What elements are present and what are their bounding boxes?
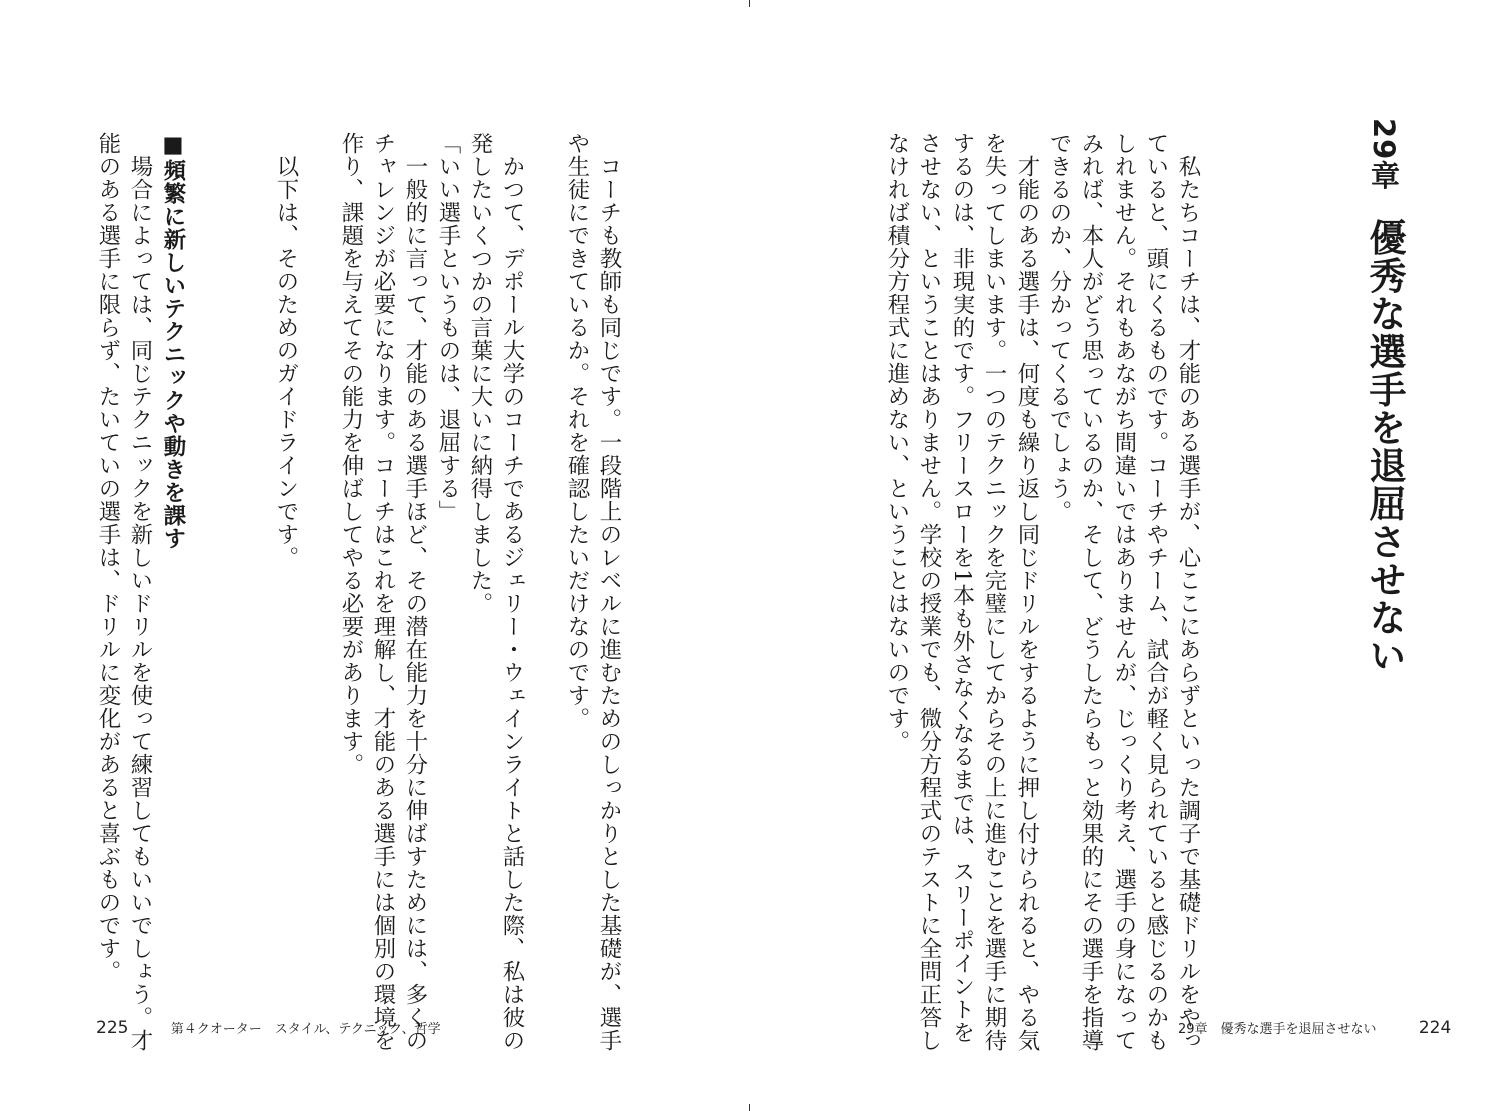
page-number-right: 224 bbox=[1418, 1018, 1452, 1038]
body-line: コーチも教師も同じです。一段階上のレベルに進むためのしっかりとした基礎が、選手 bbox=[596, 132, 622, 1052]
body-line: できるのか、分かってくるでしょう。 bbox=[1046, 132, 1072, 523]
body-line: 一般的に言って、才能のある選手ほど、その潜在能力を十分に伸ばすためには、多くの bbox=[402, 132, 428, 1052]
body-line: みれば、本人がどう思っているのか、そして、どうしたらもっと効果的にその選手を指導 bbox=[1078, 132, 1104, 1052]
body-line: 発したいくつかの言葉に大いに納得しました。 bbox=[467, 132, 493, 615]
right-page-footer bbox=[1178, 1018, 1451, 1038]
body-line: 能のある選手に限らず、たいていの選手は、ドリルに変化があると喜ぶものです。 bbox=[95, 132, 121, 983]
body-line: チャレンジが必要になります。コーチはこれを理解し、才能のある選手には個別の環境を bbox=[370, 132, 396, 1052]
body-line: なければ積分方程式に進めない、ということはないのです。 bbox=[884, 132, 910, 753]
body-line: かつて、デポール大学のコーチであるジェリー・ウェインライトと話した際、私は彼の bbox=[499, 132, 525, 1052]
page-number-left: 225 bbox=[96, 1018, 129, 1038]
right-page-body bbox=[872, 132, 1202, 1052]
section-heading: ■頻繁に新しいテクニックや動きを課す bbox=[160, 132, 186, 550]
body-line: させない、ということはありません。学校の授業でも、微分方程式のテストに全問正答し bbox=[916, 132, 942, 1052]
body-line: を失ってしまいます。一つのテクニックを完璧にしてからその上に進むことを選手に期待 bbox=[981, 132, 1007, 1052]
chapter-title: 優秀な選手を退屈させない bbox=[1363, 218, 1406, 675]
body-line: 以下は、そのためのガイドラインです。 bbox=[273, 132, 299, 569]
body-line: や生徒にできているか。それを確認したいだけなのです。 bbox=[564, 132, 590, 730]
body-line: 場合によっては、同じテクニックを新しいドリルを使って練習してもいいでしょう。才 bbox=[127, 132, 153, 1052]
body-line: しれません。それもあながち間違いではありませんが、じっくり考え、選手の身になって bbox=[1111, 132, 1137, 1052]
body-line: 私たちコーチは、才能のある選手が、心ここにあらずといった調子で基礎ドリルをやっ bbox=[1175, 132, 1201, 1052]
left-page-footer bbox=[96, 1018, 441, 1038]
left-running-title: 第４クオーター スタイル、テクニック、哲学 bbox=[170, 1022, 441, 1037]
chapter-number: 29章 bbox=[1367, 118, 1401, 191]
body-line: 才能のある選手は、何度も繰り返し同じドリルをするように押し付けられると、やる気 bbox=[1014, 132, 1040, 1052]
chapter-heading bbox=[1362, 118, 1406, 674]
right-running-title: 29章 優秀な選手を退屈させない bbox=[1178, 1022, 1377, 1037]
body-line: 作り、課題を与えてその能力を伸ばしてやる必要があります。 bbox=[338, 132, 364, 776]
body-line: ていると、頭にくるものです。コーチやチーム、試合が軽く見られていると感じるのかも bbox=[1143, 132, 1169, 1052]
body-line: するのは、非現実的です。フリースローを1本も外さなくなるまでは、スリーポイントを bbox=[949, 132, 975, 1044]
crop-mark-bottom bbox=[749, 1104, 750, 1111]
quote-line: 「いい選手というものは、退屈する」 bbox=[435, 132, 461, 523]
crop-mark-top bbox=[749, 0, 750, 7]
